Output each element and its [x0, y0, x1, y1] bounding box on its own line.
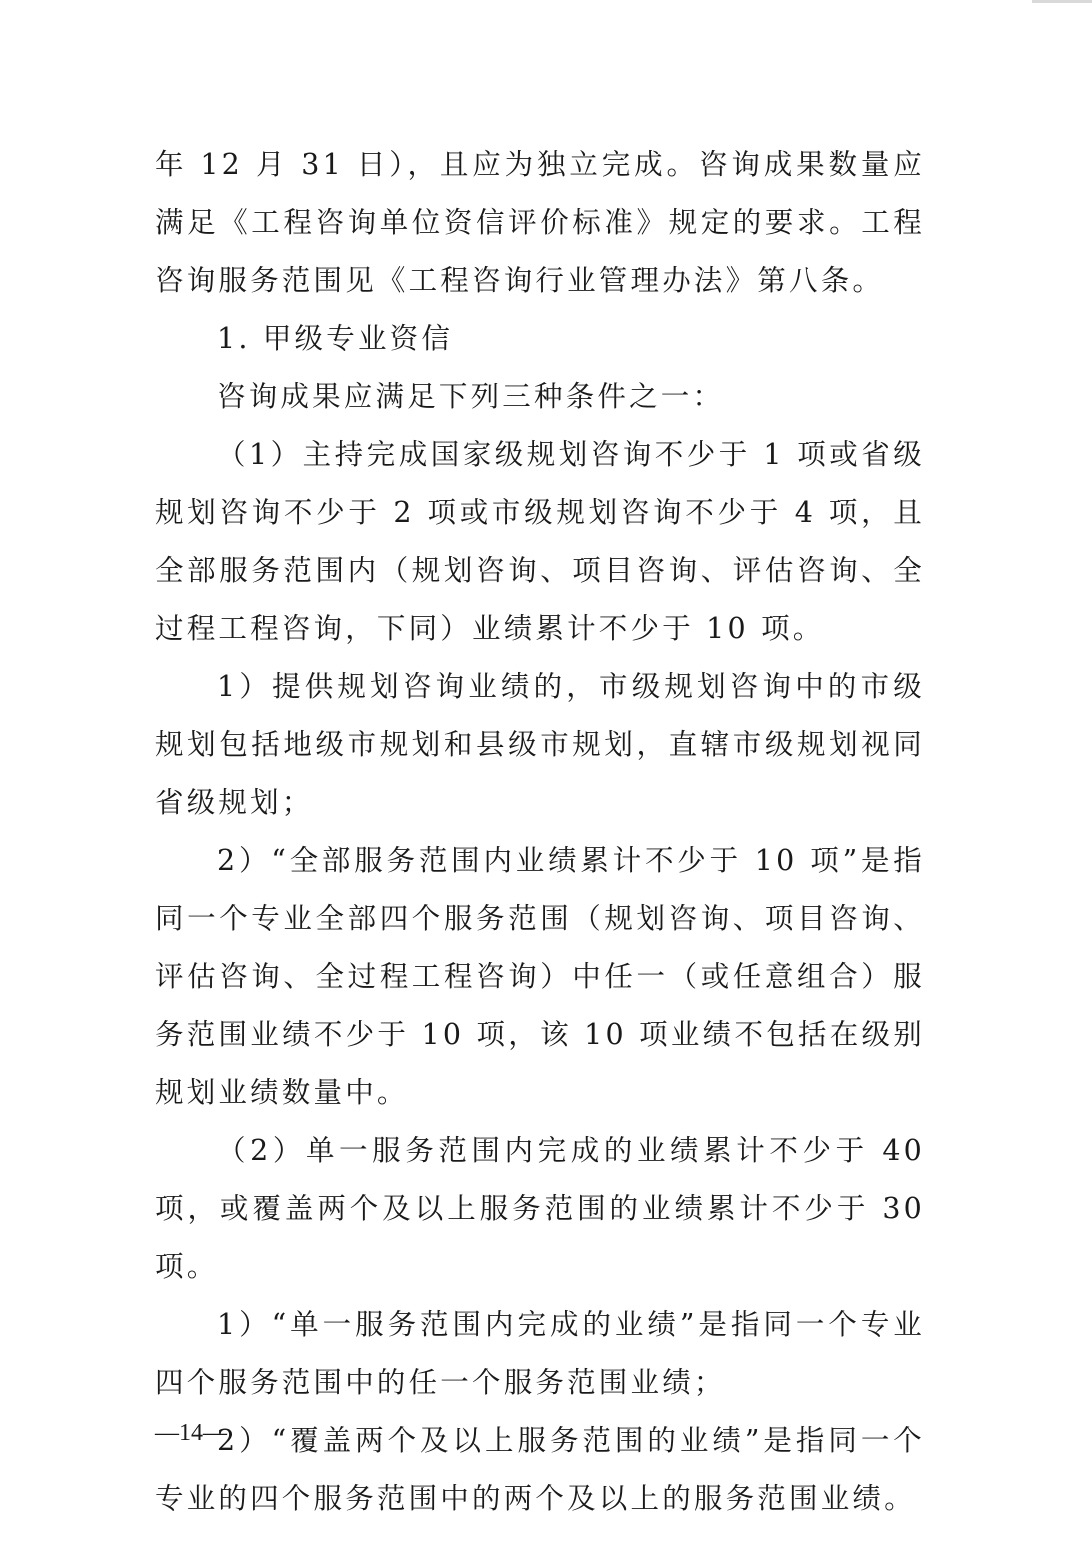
paragraph-condition-2: （2）单一服务范围内完成的业绩累计不少于 40 项，或覆盖两个及以上服务范围的业绩累计不少于 30 项。: [155, 1134, 925, 1283]
scan-edge-mark: [1032, 0, 1092, 3]
paragraph-condition-2-note-1: 1）“单一服务范围内完成的业绩”是指同一个专业四个服务范围中的任一个服务范围业绩；: [155, 1308, 925, 1399]
paragraph-conditions-intro: 咨询成果应满足下列三种条件之一：: [217, 380, 725, 413]
section-heading-grade-a: 1. 甲级专业资信: [217, 322, 454, 355]
paragraph-condition-1: （1）主持完成国家级规划咨询不少于 1 项或省级规划咨询不少于 2 项或市级规划咨询不少于 4 项，且全部服务范围内（规划咨询、项目咨询、评估咨询、全过程工程咨询，下同）业绩累计不少于 10 项。: [155, 438, 925, 645]
paragraph-continuation: 年 12 月 31 日），且应为独立完成。咨询成果数量应满足《工程咨询单位资信评价标准》规定的要求。工程咨询服务范围见《工程咨询行业管理办法》第八条。: [155, 148, 925, 297]
paragraph-condition-1-note-1: 1）提供规划咨询业绩的，市级规划咨询中的市级规划包括地级市规划和县级市规划，直辖市级规划视同省级规划；: [155, 670, 925, 819]
page-number: —14—: [155, 1420, 227, 1446]
paragraph-condition-2-note-2: 2）“覆盖两个及以上服务范围的业绩”是指同一个专业的四个服务范围中的两个及以上的服务范围业绩。: [155, 1424, 925, 1515]
body-text: [155, 136, 925, 1528]
paragraph-condition-1-note-2: 2）“全部服务范围内业绩累计不少于 10 项”是指同一个专业全部四个服务范围（规划咨询、项目咨询、评估咨询、全过程工程咨询）中任一（或任意组合）服务范围业绩不少于 10 项，该 10 项业绩不包括在级别规划业绩数量中。: [155, 844, 925, 1109]
